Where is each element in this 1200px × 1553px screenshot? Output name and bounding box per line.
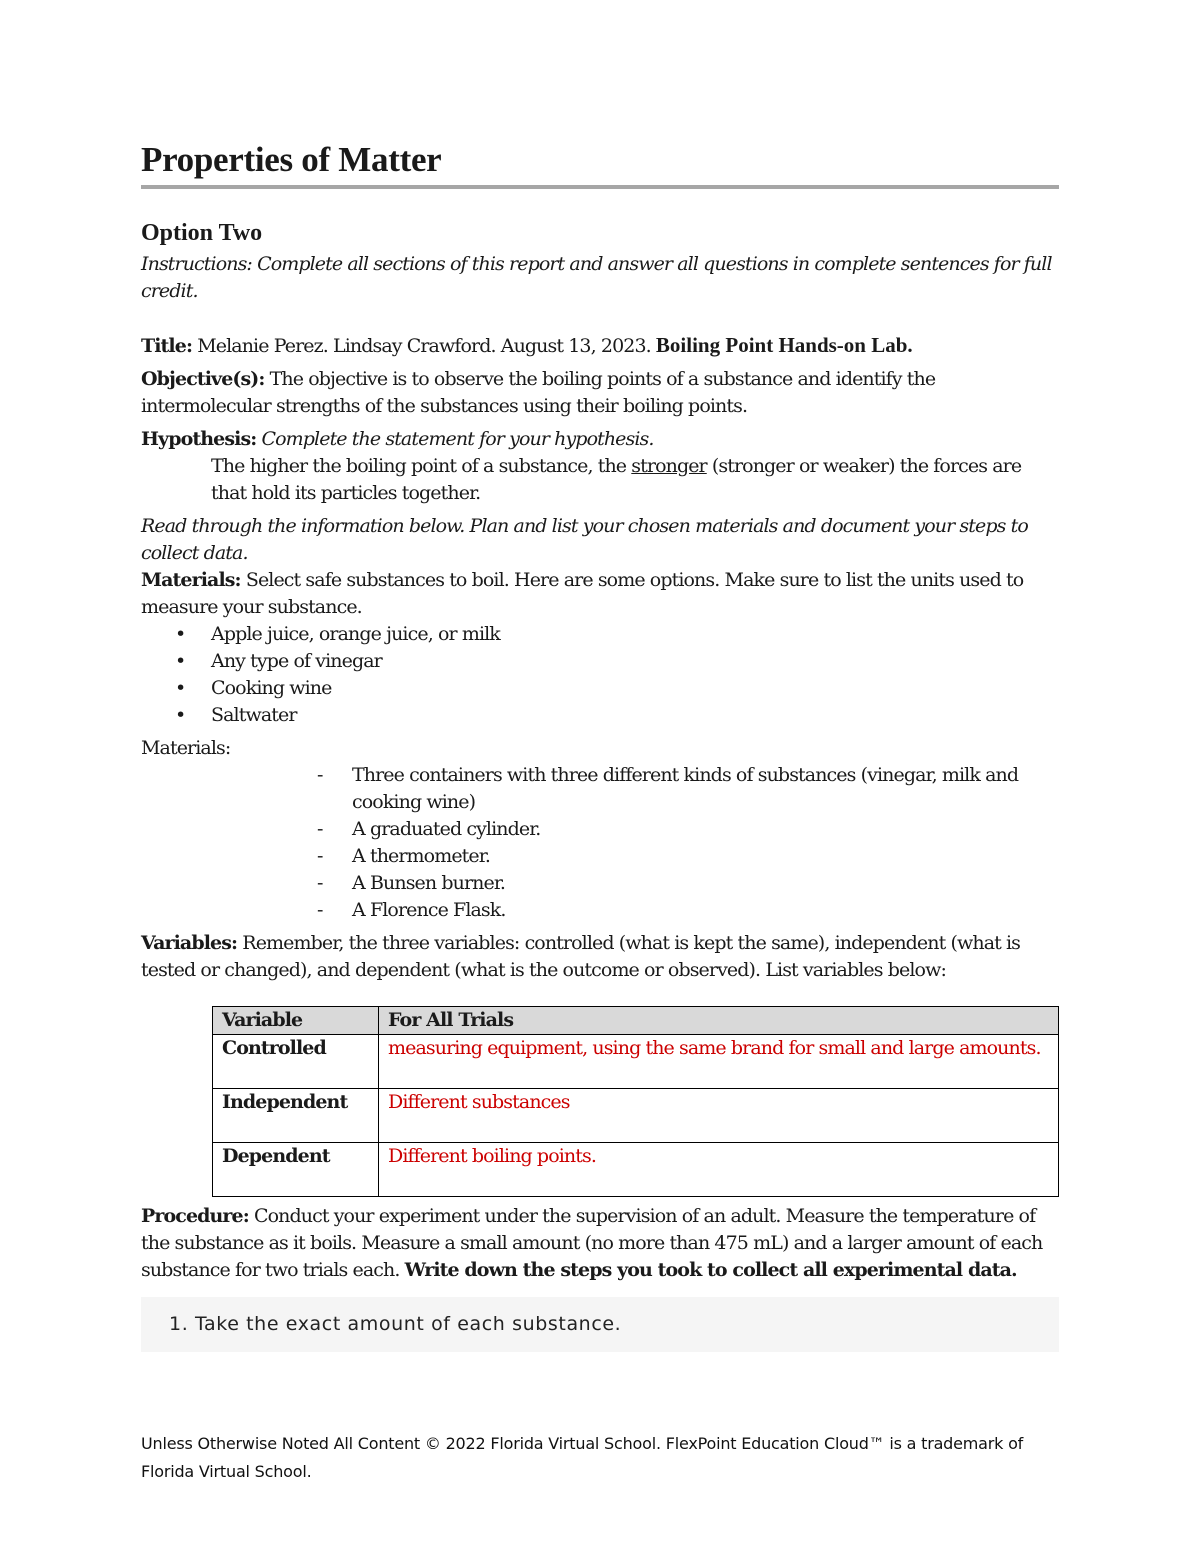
hypothesis-after: (stronger or weaker) the forces are that hold its particles together. [211,455,1022,504]
procedure [141,1203,1059,1284]
table-header-row [213,1007,1059,1035]
table-row [213,1035,1059,1089]
list-item: • Apple juice, orange juice, or milk [141,621,1059,648]
materials-label: Materials: [141,569,241,591]
title-label: Title: [141,335,193,357]
read-through-note: Read through the information below. Plan and list your chosen materials and document your steps to collect data. [141,515,1028,564]
hypothesis-statement [141,453,1059,507]
document-body [141,220,1059,1352]
instructions: Instructions: Complete all sections of this report and answer all questions in complete sentences for full credit. [141,253,1052,302]
procedure-text: Conduct your experiment under the supervision of an adult. Measure the temperature of the substance as it boils. Measure a small amount (no more than 475 mL) and a larger amount of each substance for two trials each. [141,1205,1043,1281]
page-title: Properties of Matter [141,140,442,179]
table-header-cell: Variable [213,1007,379,1035]
list-item: • Saltwater [141,702,1059,729]
list-item: - Three containers with three different kinds of substances (vinegar, milk and cooking wine) [141,762,1059,816]
table-row [213,1089,1059,1143]
hypothesis [141,426,1059,453]
table-header-cell: For All Trials [379,1007,1059,1035]
list-item: • Cooking wine [141,675,1059,702]
option-heading: Option Two [141,220,263,246]
hypothesis-prompt: Complete the statement for your hypothesis. [261,428,654,450]
objective [141,366,1059,420]
chosen-materials-list [141,762,1059,924]
procedure-bold-text: Write down the steps you took to collect all experimental data. [404,1259,1017,1281]
lab-name: Boiling Point Hands-on Lab. [655,333,913,357]
materials-text: Select safe substances to boil. Here are some options. Make sure to list the units used to measure your substance. [141,569,1024,618]
procedure-label: Procedure: [141,1205,249,1227]
chosen-materials-label: Materials: [141,737,231,759]
variables-text: Remember, the three variables: controlled (what is kept the same), independent (what is tested or changed), and dependent (what is the outcome or observed). List variables below: [141,932,1021,981]
variables-table [212,1006,1059,1197]
step-text: Take the exact amount of each substance. [194,1313,622,1335]
variable-name-cell: Dependent [213,1143,379,1197]
variables-label: Variables: [141,932,238,954]
hypothesis-answer: stronger [631,455,707,477]
table-row [213,1143,1059,1197]
step-number: 1. [169,1313,189,1335]
hypothesis-before: The higher the boiling point of a substance, the [211,455,627,477]
title-rule [141,185,1059,189]
variable-value-cell: Different boiling points. [379,1143,1059,1197]
title-line [141,332,1059,360]
title-text: Melanie Perez. Lindsay Crawford. August 13, 2023. [197,335,651,357]
list-item: - A thermometer. [141,843,1059,870]
materials [141,567,1059,621]
page-footer: Unless Otherwise Noted All Content © 2022 Florida Virtual School. FlexPoint Education Cloud™ is a trademark of Florida Virtual School. [141,1434,1024,1481]
materials-options-list [141,621,1059,729]
variable-value-cell: Different substances [379,1089,1059,1143]
objective-label: Objective(s): [141,368,265,390]
list-item: • Any type of vinegar [141,648,1059,675]
list-item: - A graduated cylinder. [141,816,1059,843]
variable-name-cell: Independent [213,1089,379,1143]
procedure-steps [141,1297,1059,1352]
list-item: - A Bunsen burner. [141,870,1059,897]
hypothesis-label: Hypothesis: [141,428,257,450]
variables [141,930,1059,984]
variable-value-cell: measuring equipment, using the same brand for small and large amounts. [379,1035,1059,1089]
variable-name-cell: Controlled [213,1035,379,1089]
list-item: - A Florence Flask. [141,897,1059,924]
objective-text: The objective is to observe the boiling points of a substance and identify the intermolecular strengths of the substances using their boiling points. [141,368,936,417]
